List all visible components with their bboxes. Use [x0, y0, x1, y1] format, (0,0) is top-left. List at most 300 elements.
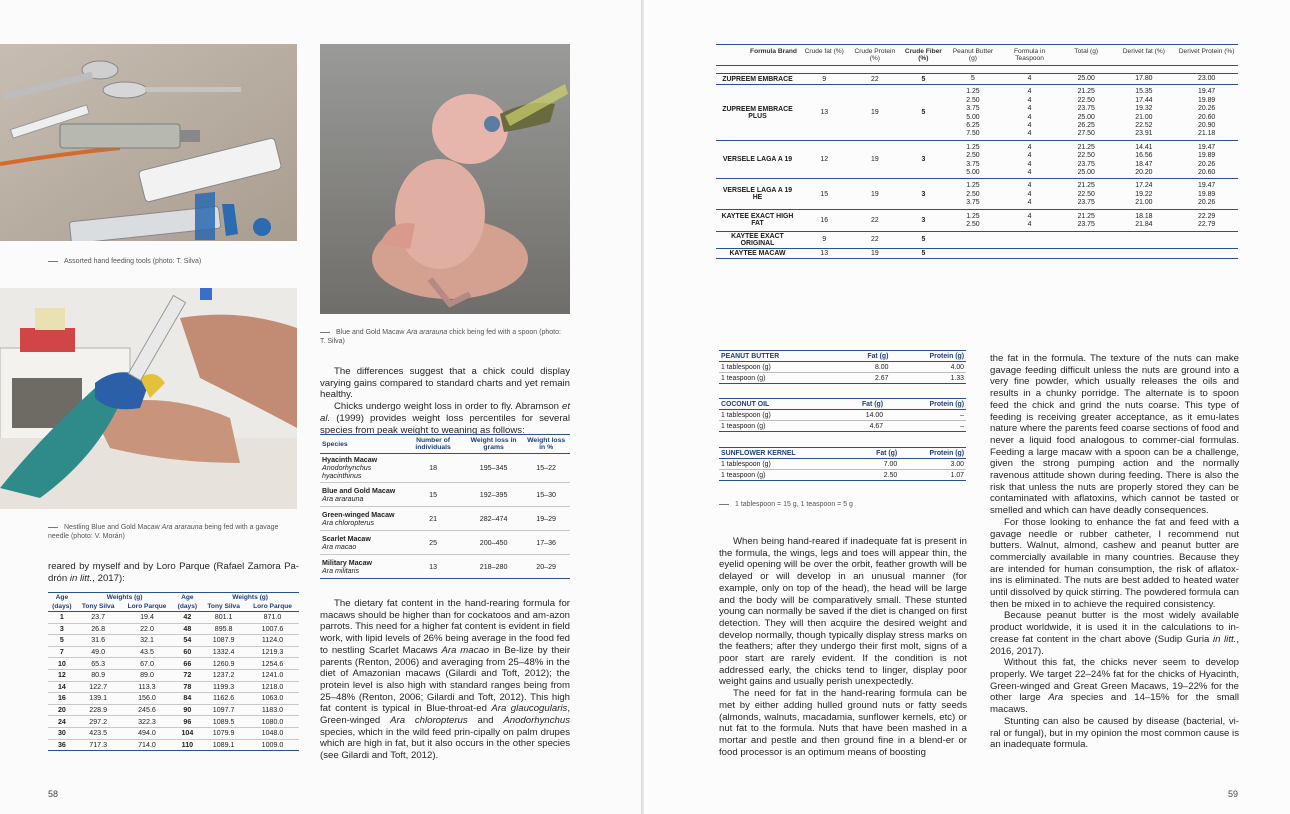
total-value: 23.75 [1077, 221, 1095, 229]
caption-dash [320, 332, 330, 333]
peanut-value: 1.25 [966, 182, 980, 190]
table-row [48, 612, 299, 624]
total-value: 22.50 [1077, 96, 1095, 104]
header-crude-protein: Crude Protein (%) [850, 45, 901, 66]
tsp-value: 4 [1027, 88, 1032, 96]
loro-weight-cell: 245.6 [121, 704, 174, 716]
peanut-cell [947, 179, 1000, 209]
peanut-value: 2.50 [966, 152, 980, 160]
dfat-cell [1113, 179, 1176, 209]
formula-row [716, 140, 1238, 179]
total-cell [1060, 85, 1113, 140]
table-row [320, 531, 570, 555]
species-cell [320, 555, 401, 579]
dprot-value: 19.47 [1197, 182, 1216, 190]
crude-fiber-cell: 3 [900, 209, 947, 231]
formula-table [716, 44, 1238, 259]
measure-cell: 1 tablespoon (g) [719, 362, 841, 373]
peanut-value: 2.50 [966, 190, 980, 198]
species-latin-name: Ara macao [322, 542, 357, 551]
tony-weight-cell: 49.0 [76, 646, 121, 658]
paragraph: When being hand-reared if inadequate fat is present in the formula, the wings, legs and toes will appear thin, the eyelid opening will be over the orbit, feather growth will be delayed or will develop in an unusual manner (for example, only on top of the head), the head will be large and the body will be comparatively small. These stunted young can normally be saved if the diet is changed on first detection. They will then acquire the desired weight and develop normally, though typically display stress marks on the feathers; after they undergo their first molt, signs of a poor start are rarely evident. If the condition is not addressed early, the chicks tend to linger, display poor weight gains and usually perish unexpectedly. [719, 536, 967, 688]
dfat-value: 21.00 [1135, 199, 1153, 207]
peanut-value: 6.25 [966, 122, 980, 130]
age-cell: 48 [173, 623, 201, 635]
tony-weight-cell: 31.6 [76, 635, 121, 647]
total-cell [1060, 74, 1113, 85]
brand-cell: KAYTEE MACAW [716, 248, 799, 258]
dfat-cell [1113, 231, 1176, 248]
header-loss-percent: Weight loss in % [522, 435, 570, 454]
protein-value: – [885, 421, 966, 432]
page-number: 58 [48, 789, 59, 799]
table-row [48, 704, 299, 716]
loro-weight-cell: 1048.0 [246, 727, 299, 739]
caption-dash [719, 504, 729, 505]
peanut-cell [947, 248, 1000, 258]
protein-value: 1.07 [899, 470, 966, 481]
dprot-value: 19.89 [1197, 96, 1216, 104]
dfat-value: 17.24 [1135, 182, 1153, 190]
loss-grams-cell: 282–474 [465, 507, 522, 531]
header-loro: Loro Parque [121, 602, 174, 612]
tony-weight-cell: 1332.4 [201, 646, 246, 658]
tony-weight-cell: 139.1 [76, 693, 121, 705]
right-column-2-text [990, 353, 1239, 751]
loro-weight-cell: 1007.6 [246, 623, 299, 635]
tsp-value: 4 [1027, 152, 1032, 160]
right-column-1-text [719, 536, 967, 758]
total-value: 23.75 [1077, 105, 1095, 113]
tsp-cell [999, 85, 1060, 140]
crude-protein-cell: 19 [850, 85, 901, 140]
total-value: 27.50 [1077, 130, 1095, 138]
total-value: 21.25 [1077, 182, 1095, 190]
photo-feeding-tools [0, 44, 297, 241]
caption-dash [48, 527, 58, 528]
dfat-cell [1113, 140, 1176, 179]
dprot-cell [1175, 85, 1238, 140]
header-derivet-protein: Derivet Protein (%) [1175, 45, 1238, 66]
nutrition-row [719, 470, 966, 481]
dfat-value: 21.84 [1135, 221, 1153, 229]
tony-weight-cell: 26.8 [76, 623, 121, 635]
header-crude-fat: Crude fat (%) [799, 45, 850, 66]
tony-weight-cell: 1087.9 [201, 635, 246, 647]
measure-cell: 1 teaspoon (g) [719, 470, 856, 481]
dprot-value: 20.26 [1197, 199, 1216, 207]
dfat-value: 22.52 [1135, 122, 1153, 130]
brand-cell: VERSELE LAGA A 19 [716, 140, 799, 179]
age-cell: 10 [48, 658, 76, 670]
dprot-cell [1175, 231, 1238, 248]
crude-protein-cell: 19 [850, 179, 901, 209]
total-value: 25.00 [1077, 113, 1095, 121]
loss-percent-cell: 20–29 [522, 555, 570, 579]
total-value: 22.50 [1077, 190, 1095, 198]
tsp-value: 4 [1027, 122, 1032, 130]
protein-value: 3.00 [899, 459, 966, 470]
protein-header: Protein (g) [890, 351, 966, 362]
species-common-name: Hyacinth Macaw [322, 456, 378, 464]
tsp-cell [999, 231, 1060, 248]
age-cell: 30 [48, 727, 76, 739]
crude-protein-cell: 19 [850, 140, 901, 179]
header-formula-brand: Formula Brand [716, 45, 799, 66]
fat-value: 2.67 [841, 373, 890, 384]
crude-protein-cell: 22 [850, 209, 901, 231]
age-cell: 90 [173, 704, 201, 716]
caption-dash [48, 261, 58, 262]
coconut-oil-table [719, 398, 966, 432]
spacer-cell [716, 66, 1238, 74]
fat-value: 4.67 [832, 421, 885, 432]
nutrition-row [719, 362, 966, 373]
paragraph: The differences suggest that a chick could display varying gains compared to standard charts and yet remain healthy. [320, 366, 570, 401]
paragraph: The dietary fat content in the hand-rearing formula for macaws should be higher than for cockatoos and am-azon parrots. This need for a higher fat content is evident in field work, with lipid levels of 26% being average in the food fed to nestling Scarlet Macaws Ara macao in Be-lize by their parents (Renton, 2006) and averaging from 25–48% in the diet of Amazonian macaws (Gilardi and Toft, 2012); the protein level is also high with standard ranges being from 25–48% (Renton, 2006; Gilardi and Toft, 2012). This high fat content is typical in Blue-throat-ed Ara glaucogularis, Green-winged Ara chloropterus and Anodorhynchus species, which in the wild feed prin-cipally on palm drupes which are high in fat, but it also occurs in the other species (see Gilardi and Toft, 2012). [320, 598, 571, 762]
species-cell [320, 507, 401, 531]
dfat-value: 18.47 [1135, 160, 1153, 168]
dfat-value: 20.20 [1135, 169, 1153, 177]
header-total: Total (g) [1060, 45, 1113, 66]
crude-protein-cell: 22 [850, 231, 901, 248]
peanut-value: 5 [971, 75, 975, 82]
age-cell: 1 [48, 612, 76, 624]
tsp-cell [999, 209, 1060, 231]
dfat-cell [1113, 85, 1176, 140]
tony-weight-cell: 1162.6 [201, 693, 246, 705]
brand-cell: KAYTEE EXACT ORIGINAL [716, 231, 799, 248]
header-formula-teaspoon: Formula in Teaspoon [999, 45, 1060, 66]
brand-cell: VERSELE LAGA A 19 HE [716, 179, 799, 209]
peanut-value: 3.75 [966, 160, 980, 168]
header-age: Age [48, 593, 76, 603]
species-cell [320, 483, 401, 507]
species-cell [320, 531, 401, 555]
dprot-cell [1175, 209, 1238, 231]
weight-table [48, 592, 299, 751]
age-cell: 78 [173, 681, 201, 693]
peanut-value: 1.25 [966, 88, 980, 96]
species-latin-name: Ara militaris [322, 566, 360, 575]
total-cell [1060, 179, 1113, 209]
dfat-value: 14.41 [1135, 143, 1153, 151]
loss-grams-cell: 195–345 [465, 454, 522, 483]
peanut-value: 1.25 [966, 143, 980, 151]
table-row [320, 555, 570, 579]
dfat-value: 23.91 [1135, 130, 1153, 138]
tony-weight-cell: 1260.9 [201, 658, 246, 670]
nutrition-name: SUNFLOWER KERNEL [719, 448, 856, 459]
loss-percent-cell: 17–36 [522, 531, 570, 555]
tony-weight-cell: 1089.1 [201, 739, 246, 751]
loro-weight-cell: 1080.0 [246, 716, 299, 728]
species-common-name: Scarlet Macaw [322, 534, 371, 543]
crude-fat-cell: 9 [799, 74, 850, 85]
crude-fiber-cell: 5 [900, 74, 947, 85]
tony-weight-cell: 717.3 [76, 739, 121, 751]
loss-percent-cell: 15–22 [522, 454, 570, 483]
protein-header: Protein (g) [885, 399, 966, 410]
peanut-value: 2.50 [966, 221, 980, 229]
header-days: (days) [48, 602, 76, 612]
loss-percent-cell: 15–30 [522, 483, 570, 507]
crude-fat-cell: 13 [799, 248, 850, 258]
crude-fat-cell: 15 [799, 179, 850, 209]
table-row [320, 483, 570, 507]
paragraph: Without this fat, the chicks never seem to develop properly. We target 22–24% fat for the chicks of Hyacinth, Green-winged and Great Green Macaws, 19–22% for the other large Ara species and 14–15% for the small macaws. [990, 657, 1239, 716]
header-loro: Loro Parque [246, 602, 299, 612]
brand-cell: ZUPREEM EMBRACE PLUS [716, 85, 799, 140]
total-value: 25.00 [1077, 75, 1095, 82]
dfat-value: 15.35 [1135, 88, 1153, 96]
dfat-value: 17.80 [1135, 75, 1153, 82]
tony-weight-cell: 228.9 [76, 704, 121, 716]
crude-fat-cell: 16 [799, 209, 850, 231]
tony-weight-cell: 65.3 [76, 658, 121, 670]
header-weights: Weights (g) [76, 593, 174, 603]
dprot-value: 22.79 [1197, 221, 1216, 229]
photo-chick-spoon [320, 44, 570, 314]
header-loss-grams: Weight loss in grams [465, 435, 522, 454]
individuals-cell: 21 [401, 507, 465, 531]
tsp-value: 4 [1027, 199, 1032, 207]
age-cell: 54 [173, 635, 201, 647]
table-row [320, 454, 570, 483]
loss-grams-cell: 192–395 [465, 483, 522, 507]
paragraph: Because peanut butter is the most widely available product worldwide, it is used it in the calculations to in-crease fat content in the chart above (Sudip Guria in litt., 2016, 2017). [990, 610, 1239, 657]
peanut-value: 5.00 [966, 113, 980, 121]
age-cell: 110 [173, 739, 201, 751]
peanut-value: 1.25 [966, 212, 980, 220]
age-cell: 36 [48, 739, 76, 751]
header-tony: Tony Silva [76, 602, 121, 612]
loro-weight-cell: 1063.0 [246, 693, 299, 705]
tsp-cell [999, 179, 1060, 209]
crude-fat-cell: 12 [799, 140, 850, 179]
loro-weight-cell: 89.0 [121, 669, 174, 681]
middle-column-text-top [320, 366, 570, 436]
age-cell: 42 [173, 612, 201, 624]
crude-protein-cell: 22 [850, 74, 901, 85]
loro-weight-cell: 1241.0 [246, 669, 299, 681]
header-crude-fiber: Crude Fiber (%) [900, 45, 947, 66]
crude-fat-cell: 13 [799, 85, 850, 140]
dfat-cell [1113, 248, 1176, 258]
dprot-cell [1175, 179, 1238, 209]
caption-feeding-tools: Assorted hand feeding tools (photo: T. Silva) [48, 257, 208, 266]
total-cell [1060, 248, 1113, 258]
tsp-cell [999, 74, 1060, 85]
species-common-name: Blue and Gold Macaw [322, 486, 396, 495]
header-derivet-fat: Derivet fat (%) [1113, 45, 1176, 66]
peanut-cell [947, 231, 1000, 248]
tony-weight-cell: 1089.5 [201, 716, 246, 728]
nutrition-name: PEANUT BUTTER [719, 351, 841, 362]
age-cell: 84 [173, 693, 201, 705]
nutrition-header-row [719, 448, 966, 459]
species-latin-name: Ara ararauna [322, 494, 364, 503]
table-row [48, 739, 299, 751]
dprot-value: 19.47 [1197, 143, 1216, 151]
table-row [48, 727, 299, 739]
fat-value: 14.00 [832, 410, 885, 421]
individuals-cell: 25 [401, 531, 465, 555]
intro-text: reared by myself and by Loro Parque (Rafael Zamora Pa-drón in litt., 2017): [48, 561, 299, 584]
species-latin-name: Ara chloropterus [322, 518, 375, 527]
dfat-value: 21.00 [1135, 113, 1153, 121]
loro-weight-cell: 322.3 [121, 716, 174, 728]
nutrition-header-row [719, 399, 966, 410]
individuals-cell: 18 [401, 454, 465, 483]
dprot-value: 23.00 [1197, 75, 1216, 82]
formula-row [716, 231, 1238, 248]
nutrition-row [719, 459, 966, 470]
peanut-value: 5.00 [966, 169, 980, 177]
loss-percent-cell: 19–29 [522, 507, 570, 531]
tsp-cell [999, 248, 1060, 258]
dprot-value: 19.47 [1197, 88, 1216, 96]
tony-weight-cell: 423.5 [76, 727, 121, 739]
tsp-value: 4 [1027, 130, 1032, 138]
fat-value: 8.00 [841, 362, 890, 373]
middle-column-text-bottom [320, 598, 570, 762]
total-value: 23.75 [1077, 199, 1095, 207]
tsp-value: 4 [1027, 105, 1032, 113]
measure-cell: 1 teaspoon (g) [719, 421, 832, 432]
dprot-value: 21.18 [1197, 130, 1216, 138]
loro-weight-cell: 156.0 [121, 693, 174, 705]
protein-header: Protein (g) [899, 448, 966, 459]
loro-weight-cell: 1254.6 [246, 658, 299, 670]
fat-header: Fat (g) [856, 448, 900, 459]
dprot-cell [1175, 248, 1238, 258]
weight-loss-table [320, 434, 570, 579]
fat-value: 7.00 [856, 459, 900, 470]
loro-weight-cell: 1124.0 [246, 635, 299, 647]
peanut-cell [947, 140, 1000, 179]
loro-weight-cell: 43.5 [121, 646, 174, 658]
table-row [320, 507, 570, 531]
peanut-butter-table [719, 350, 966, 384]
dfat-value: 19.22 [1135, 190, 1153, 198]
crude-fiber-cell: 3 [900, 179, 947, 209]
loro-weight-cell: 67.0 [121, 658, 174, 670]
dprot-value: 19.89 [1197, 190, 1216, 198]
tsp-value: 4 [1027, 212, 1032, 220]
paragraph: For those looking to enhance the fat and feed with a gavage needle or rubber catheter, I recommend nut butters. Walnut, almond, cashew and peanut butter are commercially available in many countries. Because they are intended for human consumption, the risk of aflatox-ins is eliminated. The nuts are best added to heated water until dissolved by quick stirring. The powdered formula can then be mixed in to achieve the required consistency. [990, 516, 1239, 610]
paragraph: Stunting can also be caused by disease (bacterial, vi-ral or fungal), but in my opinion the most common cause is an inadequate formula. [990, 715, 1239, 751]
tony-weight-cell: 1237.2 [201, 669, 246, 681]
crude-fiber-cell: 5 [900, 248, 947, 258]
tony-weight-cell: 801.1 [201, 612, 246, 624]
peanut-cell [947, 85, 1000, 140]
table-row [48, 623, 299, 635]
table-row [48, 635, 299, 647]
tony-weight-cell: 1199.3 [201, 681, 246, 693]
sunflower-kernel-table [719, 447, 966, 481]
total-value: 21.25 [1077, 143, 1095, 151]
dprot-value: 19.89 [1197, 152, 1216, 160]
age-cell: 14 [48, 681, 76, 693]
nutrition-header-row [719, 351, 966, 362]
loro-weight-cell: 19.4 [121, 612, 174, 624]
tsp-value: 4 [1027, 221, 1032, 229]
header-tony: Tony Silva [201, 602, 246, 612]
brand-cell: ZUPREEM EMBRACE [716, 74, 799, 85]
tsp-value: 4 [1027, 75, 1032, 82]
peanut-value: 3.75 [966, 199, 980, 207]
tsp-value: 4 [1027, 182, 1032, 190]
crude-fiber-cell: 5 [900, 231, 947, 248]
table-row [48, 658, 299, 670]
table-row [48, 716, 299, 728]
fat-value: 2.50 [856, 470, 900, 481]
dfat-value: 16.56 [1135, 152, 1153, 160]
left-page [0, 0, 641, 814]
loro-weight-cell: 494.0 [121, 727, 174, 739]
header-weights: Weights (g) [201, 593, 299, 603]
peanut-cell [947, 209, 1000, 231]
tsp-value: 4 [1027, 143, 1032, 151]
dfat-value: 17.44 [1135, 96, 1153, 104]
peanut-value: 2.50 [966, 96, 980, 104]
measure-cell: 1 tablespoon (g) [719, 459, 856, 470]
dprot-cell [1175, 74, 1238, 85]
loro-weight-cell: 871.0 [246, 612, 299, 624]
tsp-value: 4 [1027, 96, 1032, 104]
species-common-name: Green-winged Macaw [322, 510, 395, 519]
total-cell [1060, 209, 1113, 231]
dfat-cell [1113, 74, 1176, 85]
total-cell [1060, 140, 1113, 179]
age-cell: 16 [48, 693, 76, 705]
fat-header: Fat (g) [841, 351, 890, 362]
table-row [48, 681, 299, 693]
age-cell: 20 [48, 704, 76, 716]
total-value: 22.50 [1077, 152, 1095, 160]
measure-note: 1 tablespoon = 15 g, 1 teaspoon = 5 g [719, 500, 966, 509]
paragraph: Chicks undergo weight loss in order to fly. Abramson et al. (1999) provides weight loss percentiles for several species from peak weight to weaning as follows: [320, 401, 570, 436]
age-cell: 96 [173, 716, 201, 728]
tsp-value: 4 [1027, 160, 1032, 168]
header-peanut-butter: Peanut Butter (g) [947, 45, 1000, 66]
dprot-value: 22.29 [1197, 212, 1216, 220]
dprot-value: 20.60 [1197, 169, 1216, 177]
tsp-value: 4 [1027, 169, 1032, 177]
age-cell: 5 [48, 635, 76, 647]
species-latin-name: Anodorhynchus hyacinthinus [322, 464, 372, 480]
tony-weight-cell: 80.9 [76, 669, 121, 681]
dprot-value: 20.26 [1197, 105, 1216, 113]
tony-weight-cell: 23.7 [76, 612, 121, 624]
protein-value: 1.33 [890, 373, 966, 384]
crude-fat-cell: 9 [799, 231, 850, 248]
table-row [48, 669, 299, 681]
table-row [48, 693, 299, 705]
dfat-value: 18.18 [1135, 212, 1153, 220]
protein-value: 4.00 [890, 362, 966, 373]
paragraph: The need for fat in the hand-rearing formula can be met by either adding hulled ground nuts or fatty seeds (almonds, walnuts, macadamia, sunflower kernels, etc) or nut fat to the formula. Nuts that have been mashed in a mortar and pestle and then ground fine in a blend-er or food processor is an optimum means of boosting [719, 688, 967, 758]
loro-weight-cell: 1218.0 [246, 681, 299, 693]
loro-weight-cell: 32.1 [121, 635, 174, 647]
age-cell: 72 [173, 669, 201, 681]
individuals-cell: 15 [401, 483, 465, 507]
loss-grams-cell: 200–450 [465, 531, 522, 555]
tsp-value: 4 [1027, 113, 1032, 121]
dprot-value: 20.60 [1197, 113, 1216, 121]
formula-row [716, 74, 1238, 85]
